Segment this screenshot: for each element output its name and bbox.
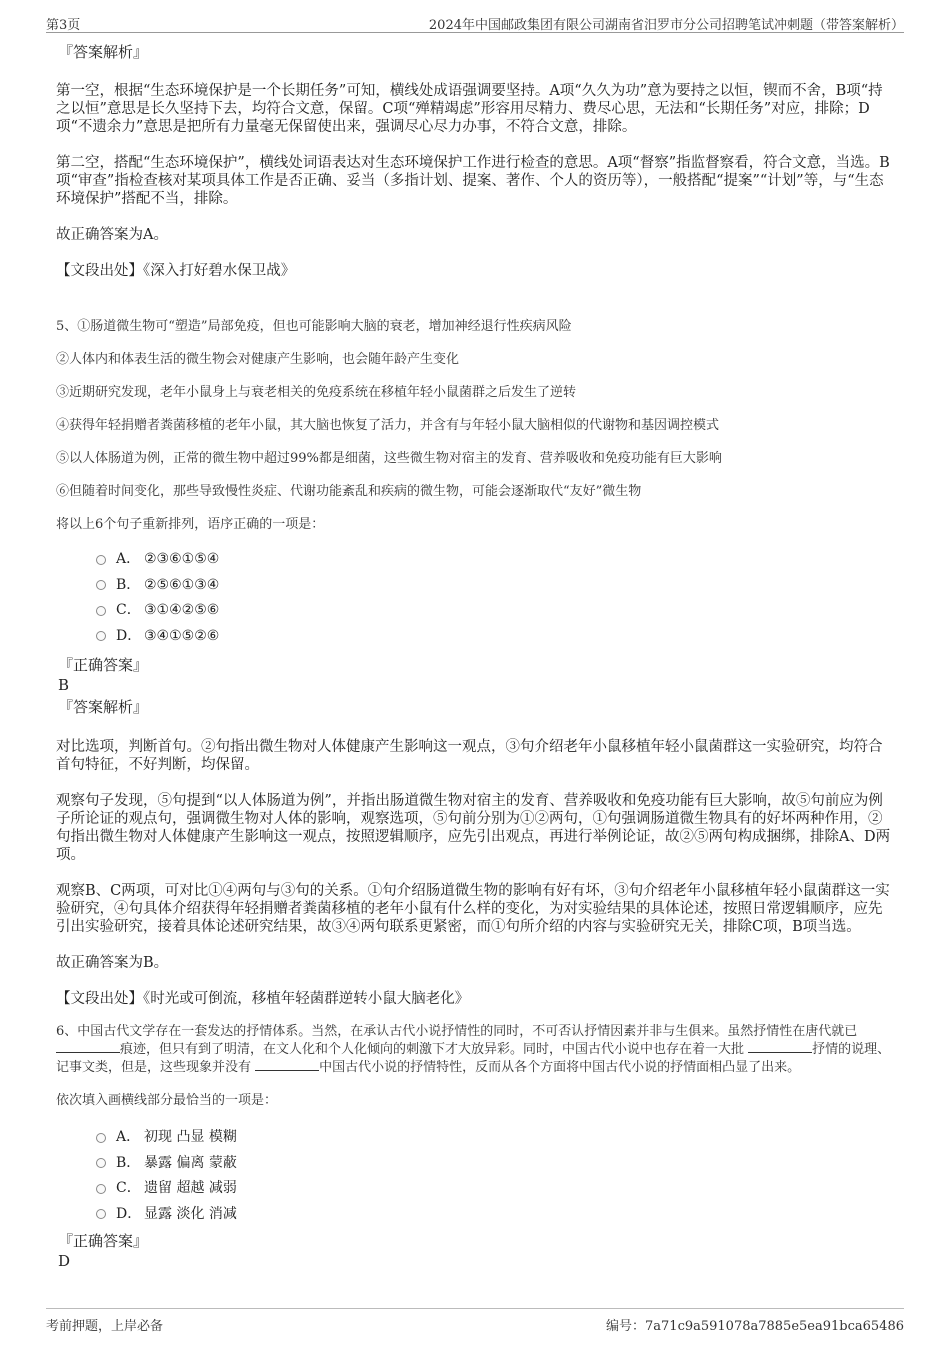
option-c[interactable] <box>96 1176 891 1202</box>
option-c[interactable] <box>96 598 891 624</box>
analysis-paragraph: 观察B、C两项，可对比①④两句与③句的关系。①句介绍肠道微生物的影响有好有坏，③句介绍老年小鼠移植年轻小鼠菌群这一实验研究，④句具体介绍获得年轻捐赠者粪菌移植的老年小鼠有什么样的变化，为对实验结果的具体论述，按照日常逻辑顺序，应先引出实验研究，接着具体论述研究结果，故③④两句联系更紧密，而①句所介绍的内容与实验研究无关，排除C项，B项当选。 <box>56 882 890 935</box>
answer-label: 『正确答案』 <box>58 1232 149 1251</box>
question-sentence: ⑥但随着时间变化，那些导致慢性炎症、代谢功能紊乱和疾病的微生物，可能会逐渐取代“友好”微生物 <box>56 483 642 499</box>
stem-text: 6、中国古代文学存在一套发达的抒情体系。当然，在承认古代小说抒情性的同时，不可否认抒情因素并非与生俱来。虽然抒情性在唐代就已 <box>56 1024 858 1040</box>
option-text: ③④①⑤②⑥ <box>144 627 220 644</box>
radio-icon[interactable] <box>96 631 106 641</box>
radio-icon[interactable] <box>96 1209 106 1219</box>
option-text: ③①④②⑤⑥ <box>144 602 220 619</box>
stem-text: 中国古代小说的抒情特性，反而从各个方面将中国古代小说的抒情面相凸显了出来。 <box>319 1060 801 1076</box>
analysis-paragraph: 第二空，搭配“生态环境保护”，横线处词语表达对生态环境保护工作进行检查的意思。A项“督察”指监督察看，符合文意，当选。B项“审查”指检查核对某项具体工作是否正确、妥当（多指计划、提案、著作、个人的资历等），一般搭配“提案”“计划”等，与“生态环境保护”搭配不当，排除。 <box>56 155 890 208</box>
option-key: A． <box>116 551 141 568</box>
document-code: 编号：7a71c9a591078a7885e5ea91bca65486 <box>606 1319 904 1334</box>
source-citation: 【文段出处】《深入打好碧水保卫战》 <box>56 263 296 280</box>
option-key: C． <box>116 602 141 619</box>
radio-icon[interactable] <box>96 606 106 616</box>
radio-icon[interactable] <box>96 555 106 565</box>
correct-answer: B <box>58 676 70 695</box>
option-text: 遗留 超越 减弱 <box>144 1180 237 1197</box>
radio-icon[interactable] <box>96 580 106 590</box>
option-list <box>96 547 891 649</box>
analysis-conclusion: 故正确答案为A。 <box>56 227 168 244</box>
option-key: B． <box>116 576 141 593</box>
analysis-conclusion: 故正确答案为B。 <box>56 954 169 971</box>
radio-icon[interactable] <box>96 1184 106 1194</box>
radio-icon[interactable] <box>96 1133 106 1143</box>
fill-blank <box>748 1040 812 1053</box>
option-text: 初现 凸显 模糊 <box>144 1129 237 1146</box>
option-list <box>96 1125 891 1227</box>
analysis-paragraph: 第一空，根据“生态环境保护是一个长期任务”可知，横线处成语强调要坚持。A项“久久为功”意为要持之以恒，锲而不舍，B项“持之以恒”意思是长久坚持下去，均符合文意，保留。C项“殚精竭虑”形容用尽精力、费尽心思，无法和“长期任务”对应，排除；D项“不遗余力”意思是把所有力量毫无保留使出来，强调尽心尽力办事，不符合文意，排除。 <box>56 83 883 136</box>
option-key: B． <box>116 1154 141 1171</box>
option-d[interactable] <box>96 1202 891 1228</box>
footer-slogan: 考前押题，上岸必备 <box>46 1319 164 1334</box>
analysis-paragraph: 对比选项，判断首句。②句指出微生物对人体健康产生影响这一观点，③句介绍老年小鼠移植年轻小鼠菌群这一实验研究，均符合首句特征，不好判断，均保留。 <box>56 738 883 773</box>
option-b[interactable] <box>96 1151 891 1177</box>
question-sentence: ⑤以人体肠道为例，正常的微生物中超过99%都是细菌，这些微生物对宿主的发育、营养吸收和免疫功能有巨大影响 <box>56 450 722 466</box>
option-text: 显露 淡化 消减 <box>144 1205 237 1222</box>
stem-text: 痕迹，但只有到了明清，在文人化和个人化倾向的刺激下才大放异彩。同时，中国古代小说中也存在着一大批 <box>120 1042 745 1058</box>
option-d[interactable] <box>96 623 891 649</box>
fill-blank <box>255 1058 319 1071</box>
stem-text: 抒情的说理、记事文类，但是，这些现象并没有 <box>56 1042 891 1076</box>
document-body <box>56 42 891 1272</box>
question-sentence: 5、①肠道微生物可“塑造”局部免疫，但也可能影响大脑的衰老，增加神经退行性疾病风险 <box>56 318 572 334</box>
option-text: 暴露 偏离 蒙蔽 <box>144 1154 237 1171</box>
option-a[interactable] <box>96 1125 891 1151</box>
correct-answer: D <box>58 1252 71 1271</box>
question-prompt: 依次填入画横线部分最恰当的一项是： <box>56 1093 278 1109</box>
option-b[interactable] <box>96 572 891 598</box>
option-text: ②③⑥①⑤④ <box>144 551 220 568</box>
option-a[interactable] <box>96 547 891 573</box>
q4-analysis-section <box>56 42 891 282</box>
question-sentence: ④获得年轻捐赠者粪菌移植的老年小鼠，其大脑也恢复了活力，并含有与年轻小鼠大脑相似的代谢物和基因调控模式 <box>56 417 720 433</box>
option-text: ②⑤⑥①③④ <box>144 576 220 593</box>
analysis-paragraph: 观察句子发现，⑤句提到“以人体肠道为例”，并指出肠道微生物对宿主的发育、营养吸收和免疫功能有巨大影响，故⑤句前应为例子所论证的观点句，强调微生物对人体的影响，观察选项，⑤句前分别为①②两句，①句强调肠道微生物具有的好坏两种作用，②句指出微生物对人体健康产生影响这一观点，按照逻辑顺序，应先引出观点，再进行举例论证，故②⑤两句构成捆绑，排除A、D两项。 <box>56 792 891 863</box>
question-sentence: ③近期研究发现，老年小鼠身上与衰老相关的免疫系统在移植年轻小鼠菌群之后发生了逆转 <box>56 384 577 400</box>
answer-label: 『正确答案』 <box>58 655 149 674</box>
page-number: 第3页 <box>46 18 81 33</box>
analysis-label: 『答案解析』 <box>58 43 149 61</box>
question-5 <box>56 318 891 1009</box>
question-prompt: 将以上6个句子重新排列，语序正确的一项是： <box>56 516 325 532</box>
option-key: A． <box>116 1129 141 1146</box>
question-6 <box>56 1023 891 1272</box>
page-header <box>46 10 904 33</box>
document-title: 2024年中国邮政集团有限公司湖南省汨罗市分公司招聘笔试冲刺题（带答案解析） <box>428 18 904 33</box>
source-citation: 【文段出处】《时光或可倒流，移植年轻菌群逆转小鼠大脑老化》 <box>56 990 470 1007</box>
fill-blank <box>56 1040 120 1053</box>
option-key: D． <box>116 627 142 644</box>
question-sentence: ②人体内和体表生活的微生物会对健康产生影响，也会随年龄产生变化 <box>56 351 460 367</box>
question-stem <box>56 1023 891 1076</box>
radio-icon[interactable] <box>96 1158 106 1168</box>
option-key: D． <box>116 1205 142 1222</box>
option-key: C． <box>116 1180 141 1197</box>
page-footer <box>46 1308 904 1335</box>
analysis-label: 『答案解析』 <box>58 698 149 717</box>
